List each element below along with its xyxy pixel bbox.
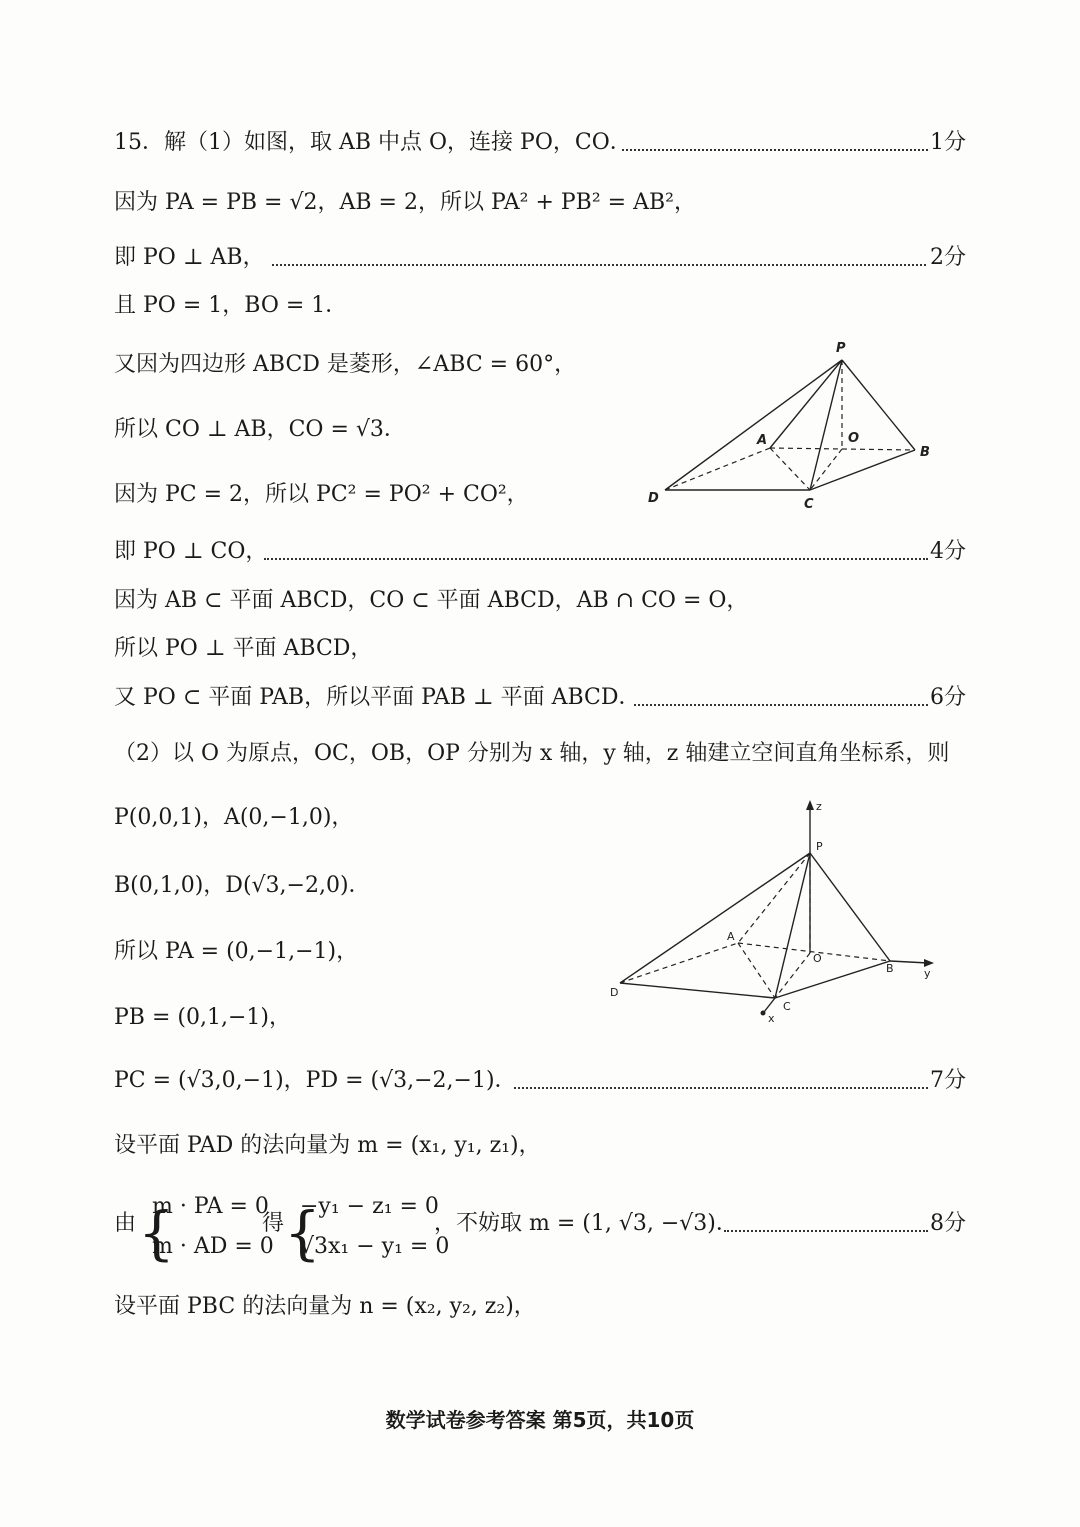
score-leader-dots bbox=[514, 1057, 928, 1089]
system2-eq-a: −y₁ − z₁ = 0 bbox=[300, 1194, 439, 1219]
score-leader-dots bbox=[272, 234, 926, 266]
score-leader-dots bbox=[634, 674, 928, 706]
line-text: 15．解（1）如图，取 AB 中点 O，连接 PO，CO． bbox=[114, 130, 632, 155]
line-text: 设平面 PBC 的法向量为 n = (x₂, y₂, z₂)， bbox=[114, 1294, 536, 1319]
line-15 bbox=[114, 937, 358, 967]
page-footer: 数学试卷参考答案 第5页，共10页 bbox=[385, 1408, 695, 1432]
line-2 bbox=[114, 188, 696, 218]
hidden-edge-AC bbox=[770, 448, 810, 490]
label-P: P bbox=[836, 341, 846, 356]
line-10 bbox=[114, 634, 372, 664]
score-leader-dots bbox=[622, 119, 928, 151]
system1-eq-b: m · AD = 0 bbox=[152, 1234, 274, 1259]
mid-text: 得 bbox=[262, 1211, 285, 1236]
label-D: D bbox=[648, 491, 659, 506]
system2-eq-b: √3x₁ − y₁ = 0 bbox=[300, 1234, 450, 1259]
line-text: 所以 CO ⊥ AB，CO = √3． bbox=[114, 417, 406, 442]
label-B: B bbox=[886, 962, 894, 975]
line-text: 即 PO ⊥ CO， bbox=[114, 539, 268, 564]
edge-CB bbox=[775, 961, 890, 998]
edge-CB bbox=[810, 450, 915, 490]
line-13 bbox=[114, 803, 353, 833]
axis-y-arrow bbox=[924, 959, 934, 967]
line-18 bbox=[114, 1131, 541, 1161]
line-6 bbox=[114, 415, 406, 445]
label-P: P bbox=[816, 840, 823, 853]
figure-pyramid bbox=[640, 335, 940, 515]
hidden-edge-AC bbox=[738, 943, 775, 998]
line-text: B(0,1,0)，D(√3,−2,0)． bbox=[114, 873, 371, 898]
line-17 bbox=[114, 1066, 966, 1096]
score-label: 8分 bbox=[930, 1211, 966, 1236]
line-16 bbox=[114, 1003, 291, 1033]
label-z: z bbox=[816, 800, 822, 813]
score-label: 4分 bbox=[930, 539, 966, 564]
line-text: 因为 AB ⊂ 平面 ABCD，CO ⊂ 平面 ABCD，AB ∩ CO = O， bbox=[114, 588, 749, 613]
line-11 bbox=[114, 683, 966, 713]
label-A: A bbox=[727, 930, 735, 943]
tail-text: ，不妨取 m = (1, √3, −√3)． bbox=[434, 1211, 738, 1236]
label-D: D bbox=[610, 986, 619, 999]
line-text: 因为 PA = PB = √2，AB = 2，所以 PA² + PB² = AB²， bbox=[114, 190, 696, 215]
line-1 bbox=[114, 128, 966, 158]
score-label: 1分 bbox=[930, 130, 966, 155]
line-text: （2）以 O 为原点，OC，OB，OP 分别为 x 轴，y 轴，z 轴建立空间直角坐标系，则 bbox=[114, 741, 950, 766]
line-19 bbox=[114, 1194, 966, 1268]
line-text: 所以 PO ⊥ 平面 ABCD， bbox=[114, 636, 373, 661]
label-A: A bbox=[757, 433, 768, 448]
left-brace-1: { bbox=[138, 1199, 175, 1267]
line-3 bbox=[114, 243, 966, 273]
line-text: 因为 PC = 2，所以 PC² = PO² + CO²， bbox=[114, 482, 529, 507]
hidden-edge-DA bbox=[665, 448, 770, 490]
line-14 bbox=[114, 871, 371, 901]
axis-y bbox=[890, 961, 928, 963]
axis-z-arrow bbox=[806, 800, 814, 810]
label-O: O bbox=[813, 952, 822, 965]
line-text: 又因为四边形 ABCD 是菱形，∠ABC = 60°， bbox=[114, 352, 577, 377]
score-label: 2分 bbox=[930, 245, 966, 270]
label-O: O bbox=[848, 431, 860, 446]
label-C: C bbox=[804, 497, 814, 512]
edge-DC bbox=[620, 983, 775, 998]
left-brace-2: { bbox=[284, 1199, 321, 1267]
line-20 bbox=[114, 1292, 536, 1322]
line-5 bbox=[114, 350, 576, 380]
score-leader-dots bbox=[264, 528, 928, 560]
line-text: 且 PO = 1，BO = 1． bbox=[114, 293, 348, 318]
score-label: 7分 bbox=[930, 1068, 966, 1093]
hidden-edge-AB bbox=[770, 448, 915, 450]
line-8 bbox=[114, 537, 966, 567]
line-text: 又 PO ⊂ 平面 PAB，所以平面 PAB ⊥ 平面 ABCD． bbox=[114, 685, 641, 710]
figure-coordinates bbox=[600, 795, 945, 1025]
axis-x-arrow bbox=[761, 1011, 766, 1016]
line-text: PB = (0,1,−1)， bbox=[114, 1005, 291, 1030]
line-text: 所以 PA = (0,−1,−1)， bbox=[114, 939, 359, 964]
label-B: B bbox=[920, 445, 930, 460]
label-y: y bbox=[924, 967, 931, 980]
line-text: PC = (√3,0,−1)，PD = (√3,−2,−1)． bbox=[114, 1068, 517, 1093]
label-x: x bbox=[768, 1012, 775, 1025]
label-C: C bbox=[783, 1000, 791, 1013]
line-4 bbox=[114, 291, 347, 321]
edge-PB bbox=[810, 853, 890, 961]
system1-eq-a: m · PA = 0 bbox=[152, 1194, 269, 1219]
edge-PD bbox=[620, 853, 810, 983]
line-9 bbox=[114, 586, 748, 616]
line-text: 设平面 PAD 的法向量为 m = (x₁, y₁, z₁)， bbox=[114, 1133, 541, 1158]
line-12 bbox=[114, 739, 949, 769]
line-text: 即 PO ⊥ AB， bbox=[114, 245, 265, 270]
hidden-edge-DA bbox=[620, 943, 738, 983]
line-text: P(0,0,1)，A(0,−1,0)， bbox=[114, 805, 354, 830]
score-label: 6分 bbox=[930, 685, 966, 710]
line-7 bbox=[114, 480, 529, 510]
prefix-text: 由 bbox=[114, 1211, 137, 1236]
score-leader-dots bbox=[724, 1200, 928, 1232]
axis-x bbox=[764, 998, 775, 1012]
